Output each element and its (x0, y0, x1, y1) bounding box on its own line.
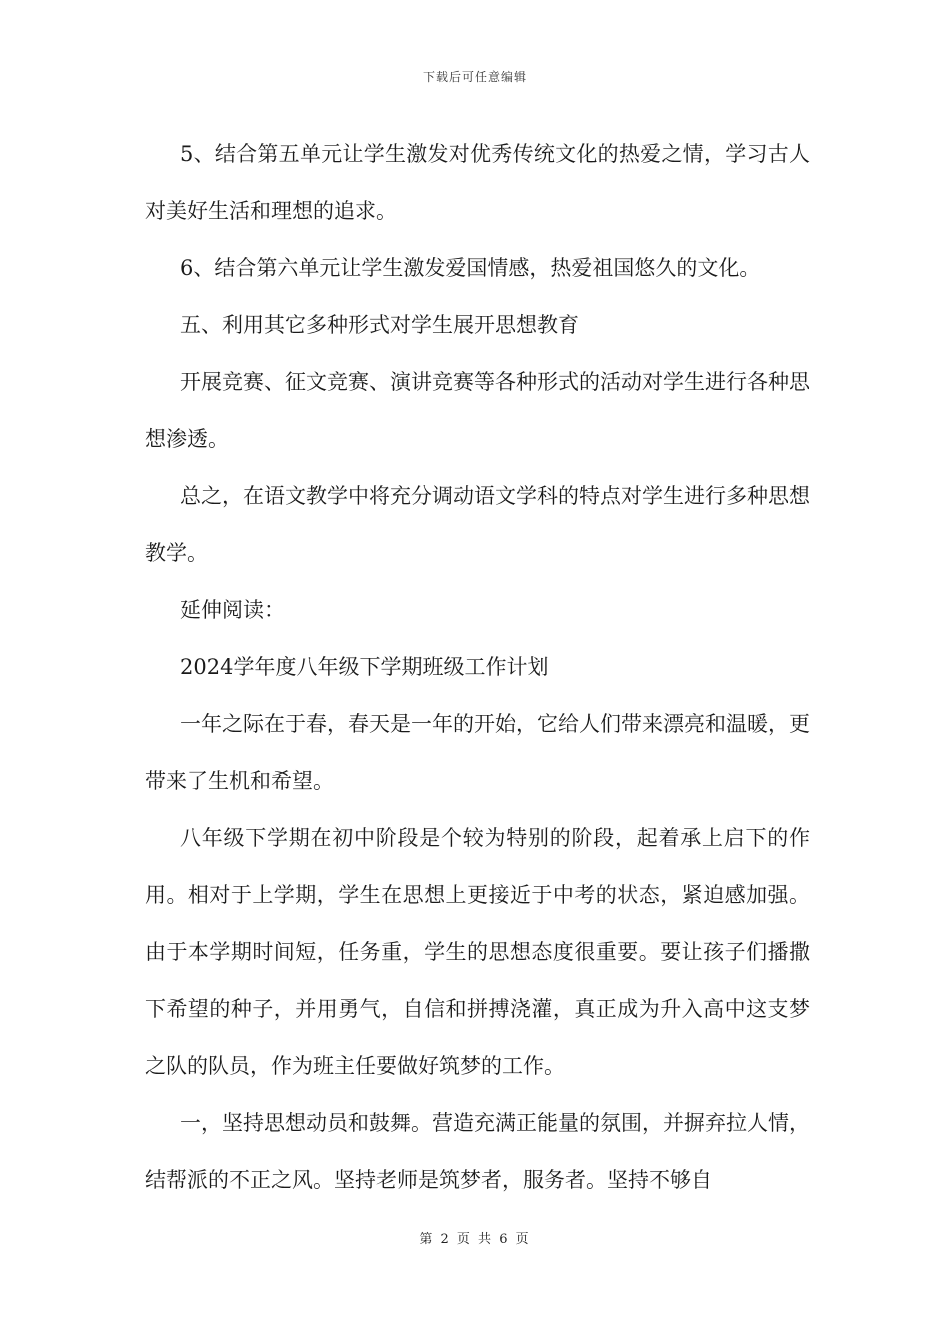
paragraph: 总之，在语文教学中将充分调动语文学科的特点对学生进行多种思想教学。 (145, 484, 810, 565)
paragraph: 一年之际在于春，春天是一年的开始，它给人们带来漂亮和温暖，更带来了生机和希望。 (145, 712, 810, 793)
section-heading: 五、利用其它多种形式对学生展开思想教育 (180, 313, 579, 337)
paragraph: 一，坚持思想动员和鼓舞。营造充满正能量的氛围，并摒弃拉人情，结帮派的不正之风。坚持老师是筑梦者，服务者。坚持不够自 (145, 1111, 810, 1192)
article-title: 2024学年度八年级下学期班级工作计划 (180, 655, 549, 679)
paragraph: 八年级下学期在初中阶段是个较为特别的阶段，起着承上启下的作用。相对于上学期，学生在思想上更接近于中考的状态，紧迫感加强。由于本学期时间短，任务重，学生的思想态度很重要。要让孩子们播撒下希望的种子，并用勇气，自信和拼搏浇灌，真正成为升入高中这支梦之队的队员，作为班主任要做好筑梦的工作。 (145, 826, 810, 1078)
paragraph: 开展竞赛、征文竞赛、演讲竞赛等各种形式的活动对学生进行各种思想渗透。 (145, 370, 810, 451)
page-header: 下载后可任意编辑 (422, 70, 527, 84)
page-number-footer: 第 2 页 共 6 页 (419, 1232, 531, 1247)
extended-reading-label: 延伸阅读： (180, 598, 285, 622)
paragraph: 5、结合第五单元让学生激发对优秀传统文化的热爱之情，学习古人对美好生活和理想的追求。 (145, 142, 810, 223)
document-body (145, 126, 810, 1209)
paragraph: 6、结合第六单元让学生激发爱国情感，热爱祖国悠久的文化。 (180, 256, 761, 280)
